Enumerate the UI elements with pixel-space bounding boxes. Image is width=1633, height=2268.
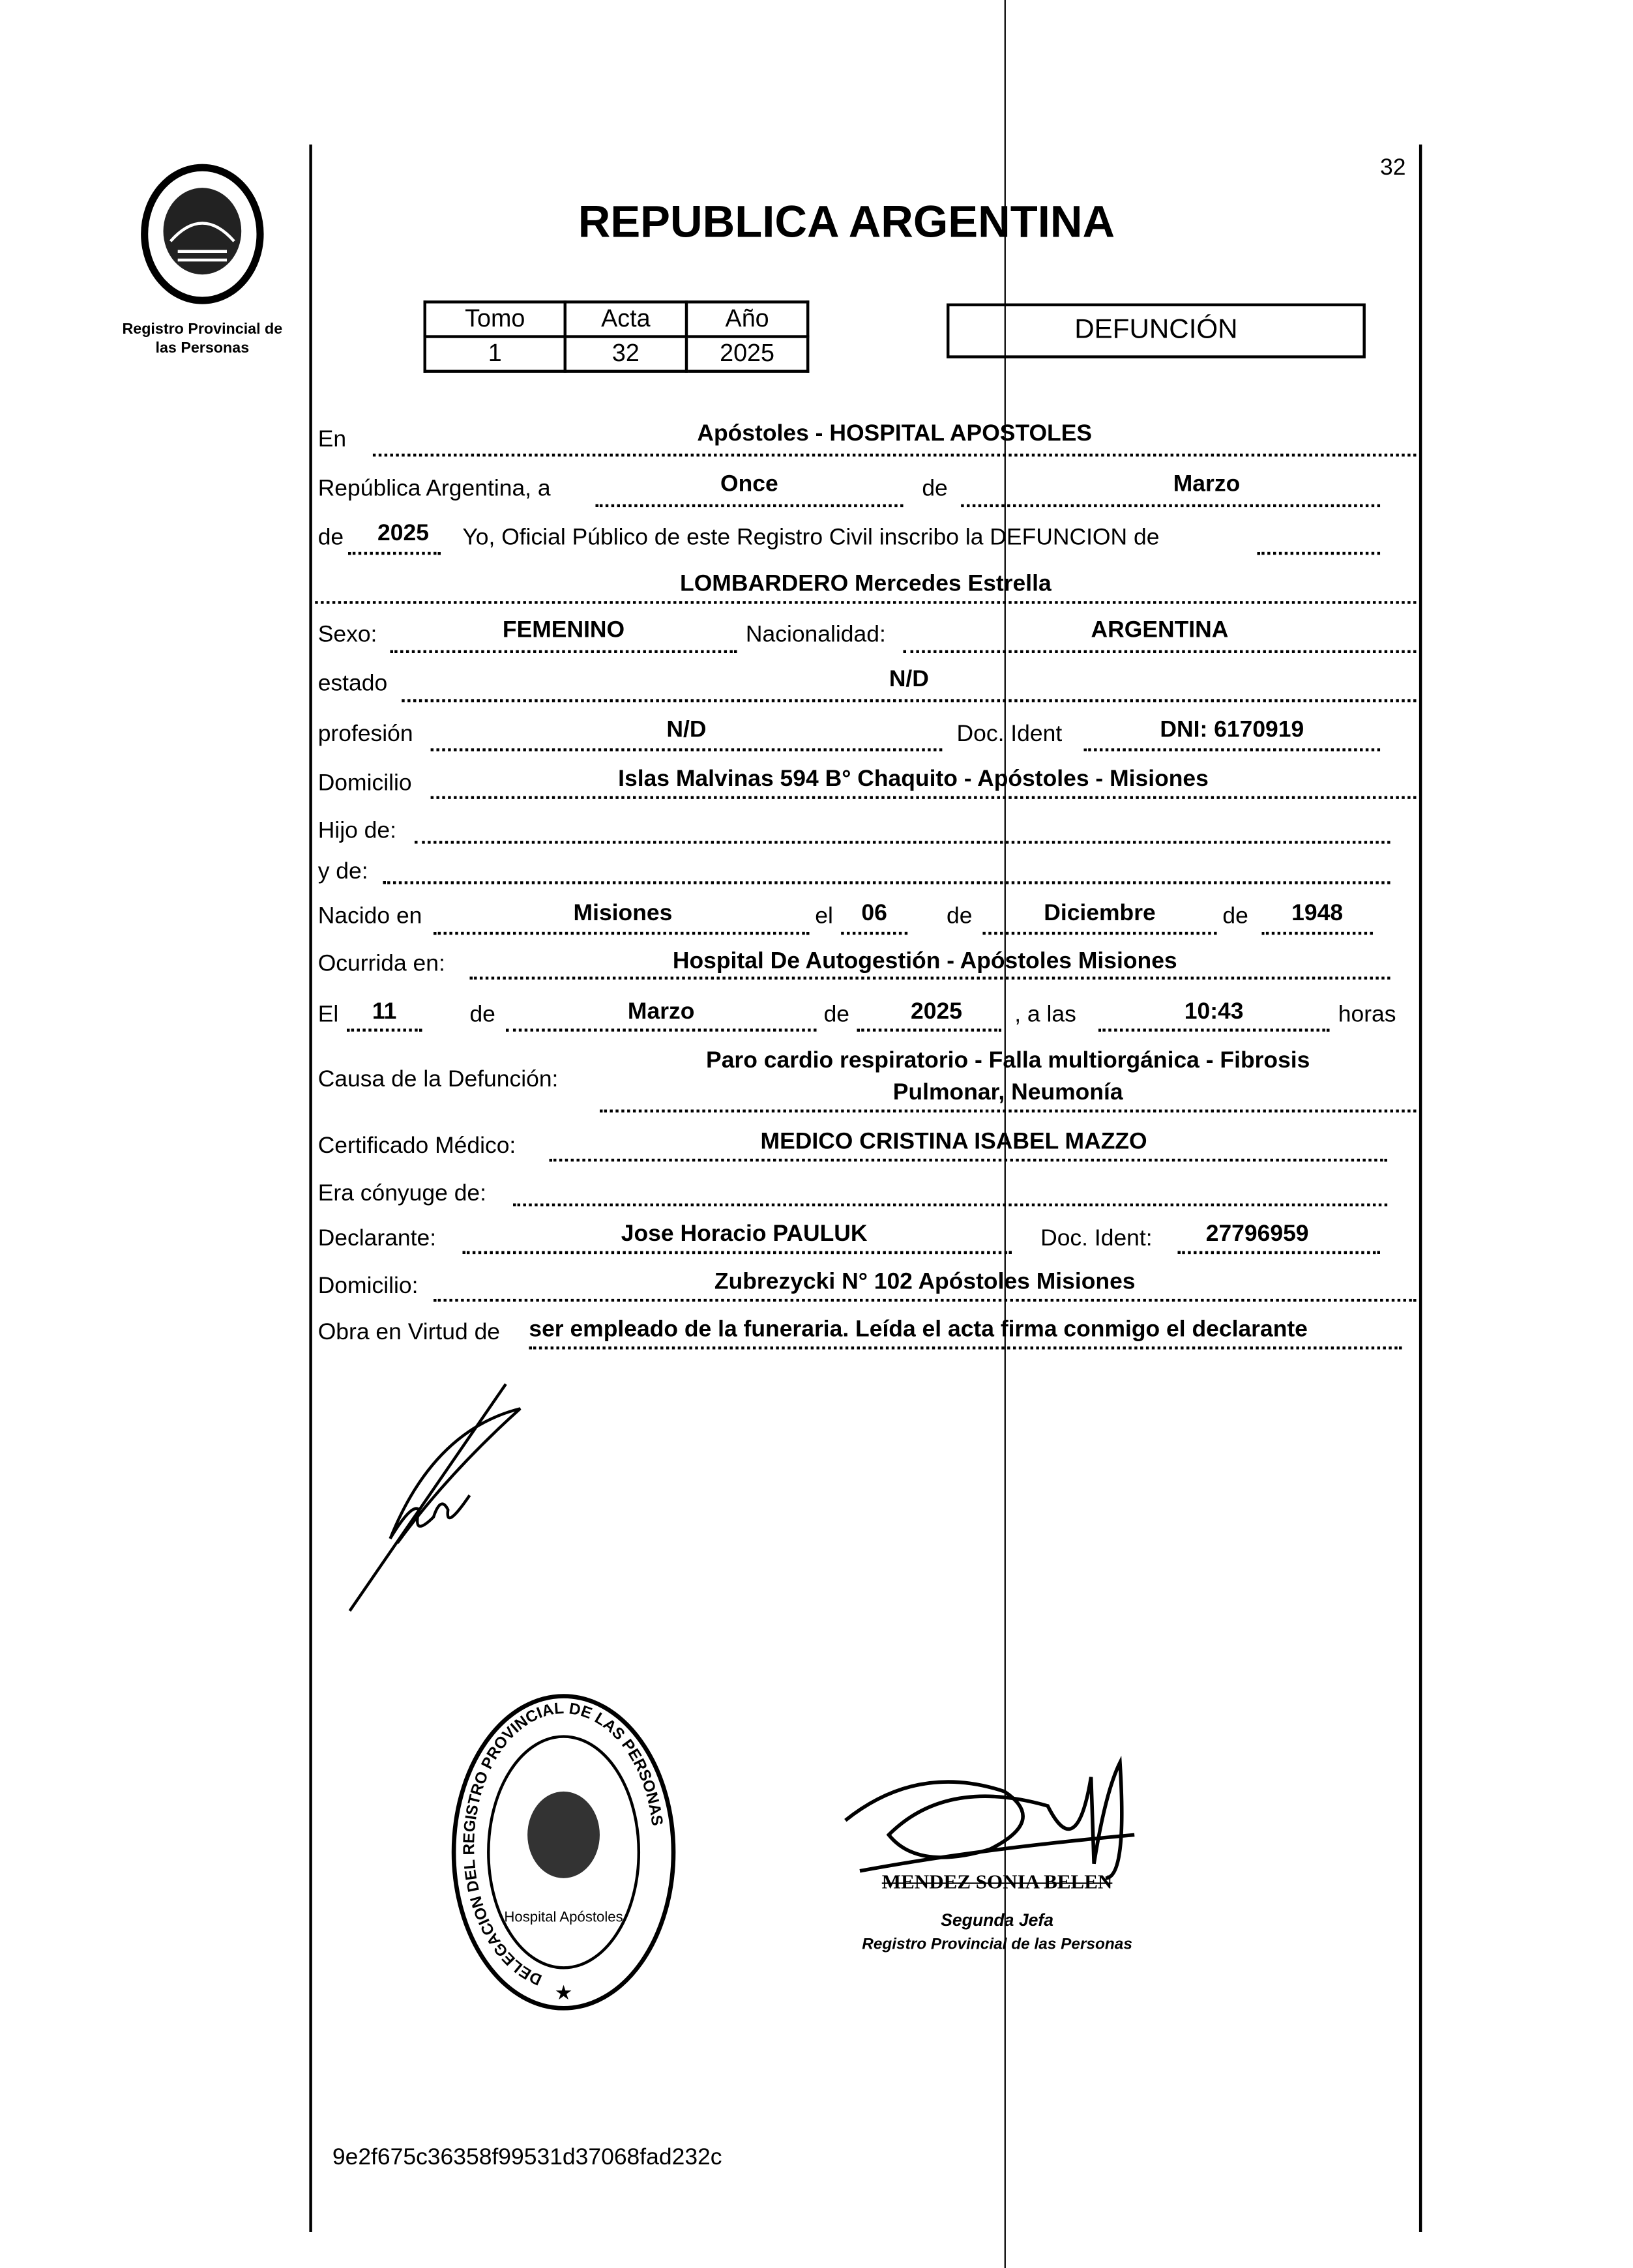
right-margin-line <box>1419 145 1422 2232</box>
blank-line <box>1258 552 1380 555</box>
sexo-value: FEMENINO <box>502 618 625 643</box>
hijo-de-label: Hijo de: <box>317 819 396 844</box>
en-line <box>373 454 1417 456</box>
certificado-label: Certificado Médico: <box>317 1134 516 1159</box>
doc-ident-value: DNI: 6170919 <box>1160 718 1304 743</box>
y-de-label: y de: <box>317 859 368 884</box>
profesion-value: N/D <box>666 718 707 743</box>
stamp-inner-text: Hospital Apóstoles <box>504 1908 623 1925</box>
profesion-line <box>431 748 943 751</box>
doc-ident-line <box>1084 748 1380 751</box>
conyuge-line <box>513 1204 1387 1206</box>
death-time-value: 10:43 <box>1184 1000 1244 1025</box>
declarante-line <box>462 1251 1011 1254</box>
declarante-value: Jose Horacio PAULUK <box>621 1222 868 1247</box>
record-table <box>424 300 810 373</box>
a-las-label: , a las <box>1014 1002 1076 1028</box>
nacido-label: Nacido en <box>317 904 422 929</box>
death-year-line <box>857 1028 1002 1031</box>
deceased-name: LOMBARDERO Mercedes Estrella <box>680 572 1052 597</box>
name-line <box>315 601 1416 603</box>
registry-name-line1: Registro Provincial de <box>122 321 283 338</box>
page-number: 32 <box>1380 156 1406 181</box>
signatory-name: MENDEZ SONIA BELEN <box>881 1872 1113 1895</box>
birth-year-line <box>1261 932 1373 935</box>
day-value: Once <box>720 472 778 497</box>
domicilio-value: Islas Malvinas 594 B° Chaquito - Apóstoles - Misiones <box>618 767 1209 792</box>
header-ano: Año <box>686 302 808 336</box>
causa-line <box>600 1110 1416 1112</box>
sexo-line <box>390 650 737 653</box>
obra-value: ser empleado de la funeraria. Leída el acta firma conmigo el declarante <box>529 1318 1402 1350</box>
registry-name-line2: las Personas <box>155 339 250 357</box>
value-acta: 32 <box>565 337 686 371</box>
causa-label: Causa de la Defunción: <box>317 1068 559 1092</box>
header-acta: Acta <box>565 302 686 336</box>
day-line <box>595 504 903 507</box>
declarante-doc-line <box>1178 1251 1380 1254</box>
document-type-box: DEFUNCIÓN <box>947 304 1366 358</box>
ocurrida-value: Hospital De Autogestión - Apóstoles Misiones <box>672 949 1177 974</box>
declarant-signature <box>332 1373 535 1618</box>
en-value: Apóstoles - HOSPITAL APOSTOLES <box>697 422 1093 446</box>
nacionalidad-label: Nacionalidad: <box>745 622 886 648</box>
de-label: de <box>947 904 973 929</box>
header-tomo: Tomo <box>425 302 565 336</box>
birth-month-line <box>982 932 1216 935</box>
birth-year-value: 1948 <box>1291 901 1344 926</box>
domicilio-line <box>431 796 1417 798</box>
declarante-doc-label: Doc. Ident: <box>1040 1227 1153 1251</box>
nacido-value: Misiones <box>573 901 673 926</box>
certificado-line <box>549 1159 1387 1161</box>
obra-label: Obra en Virtud de <box>317 1320 501 1345</box>
nacionalidad-line <box>904 650 1417 653</box>
year-line <box>348 552 441 555</box>
official-statement: Yo, Oficial Público de este Registro Civil inscribo la DEFUNCION de <box>462 525 1160 551</box>
ocurrida-label: Ocurrida en: <box>317 952 445 977</box>
causa-value-line2: Pulmonar, Neumonía <box>892 1081 1123 1105</box>
sexo-label: Sexo: <box>317 622 377 648</box>
signatory-role: Segunda Jefa <box>941 1910 1054 1930</box>
death-month-value: Marzo <box>627 1000 695 1025</box>
horas-label: horas <box>1338 1002 1396 1028</box>
estado-line <box>402 699 1416 702</box>
declarante-domicilio-label: Domicilio: <box>317 1274 419 1299</box>
declarante-domicilio-value: Zubrezycki N° 102 Apóstoles Misiones <box>714 1270 1136 1295</box>
declarante-doc-value: 27796959 <box>1205 1222 1309 1247</box>
death-day-line <box>347 1028 422 1031</box>
causa-value-line1: Paro cardio respiratorio - Falla multiorgánica - Fibrosis <box>706 1049 1310 1074</box>
signatory-office: Registro Provincial de las Personas <box>862 1936 1132 1954</box>
nacionalidad-value: ARGENTINA <box>1091 618 1229 643</box>
death-year-value: 2025 <box>911 1000 962 1025</box>
hijo-de-line <box>415 841 1390 843</box>
certificado-value: MEDICO CRISTINA ISABEL MAZZO <box>760 1129 1147 1155</box>
de-label: de <box>317 525 344 551</box>
death-day-value: 11 <box>372 1000 397 1025</box>
stamp-ring-text: DELEGACION DEL REGISTRO PROVINCIAL DE LAS PERSONAS <box>460 1699 666 1988</box>
ocurrida-line <box>469 977 1390 980</box>
document-hash: 9e2f675c36358f99531d37068fad232c <box>332 2145 722 2170</box>
de-label: de <box>823 1002 850 1028</box>
birth-month-value: Diciembre <box>1044 901 1156 926</box>
doc-ident-label: Doc. Ident <box>956 722 1063 748</box>
month-value: Marzo <box>1173 472 1241 497</box>
left-margin-line <box>309 145 312 2232</box>
profesion-label: profesión <box>317 722 413 748</box>
page-title: REPUBLICA ARGENTINA <box>578 196 1115 248</box>
republica-label: República Argentina, a <box>317 476 551 502</box>
de-label: de <box>922 476 948 502</box>
en-label: En <box>317 428 347 452</box>
star-icon: ★ <box>554 1981 573 2005</box>
el-label: el <box>815 904 833 929</box>
de-label: de <box>469 1002 495 1028</box>
nacido-line <box>434 932 809 935</box>
declarante-domicilio-line <box>434 1299 1416 1301</box>
conyuge-label: Era cónyuge de: <box>317 1182 487 1207</box>
death-month-line <box>506 1028 817 1031</box>
official-stamp <box>448 1691 679 2023</box>
estado-label: estado <box>317 671 388 697</box>
month-line <box>961 504 1380 507</box>
year-value: 2025 <box>377 521 429 546</box>
domicilio-label: Domicilio <box>317 771 412 796</box>
de-label: de <box>1222 904 1248 929</box>
value-tomo: 1 <box>425 337 565 371</box>
misiones-coat-of-arms-logo <box>134 162 272 306</box>
value-ano: 2025 <box>686 337 808 371</box>
y-de-line <box>383 881 1390 884</box>
death-time-line <box>1098 1028 1330 1031</box>
birth-day-line <box>841 932 907 935</box>
estado-value: N/D <box>889 667 929 692</box>
el-label: El <box>317 1002 339 1028</box>
birth-day-value: 06 <box>861 901 887 926</box>
declarante-label: Declarante: <box>317 1227 437 1251</box>
